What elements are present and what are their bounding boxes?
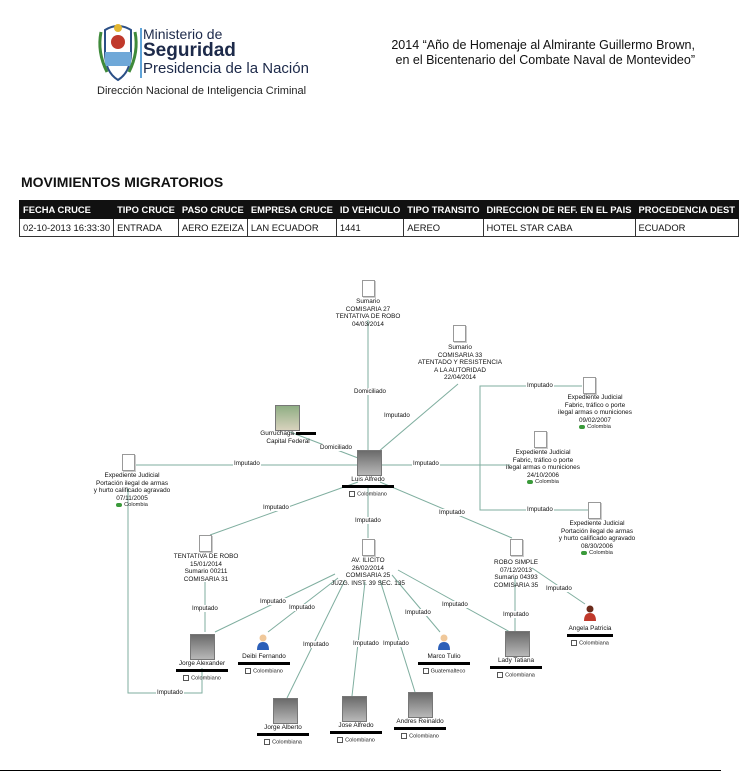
node-line: Sumario 04393: [494, 574, 538, 582]
edge-label: Imputado: [289, 604, 315, 611]
node-expediente-2005[interactable]: [76, 472, 188, 510]
node-line: COMISARIA 35: [493, 581, 539, 589]
checkbox-icon: [264, 739, 270, 745]
node-line: Sumario 00211: [184, 568, 228, 576]
edge-label: Imputado: [384, 412, 410, 419]
node-sumario-27[interactable]: [318, 298, 418, 328]
colombia-flag-icon: [527, 480, 533, 484]
motto-line-1: 2014 “Año de Homenaje al Almirante Guillermo Brown,: [391, 38, 695, 52]
document-icon[interactable]: [588, 502, 601, 519]
node-line: COMISARIA 31: [183, 575, 229, 583]
col-procedencia: PROCEDENCIA DEST: [635, 201, 739, 219]
ministry-accent-bar: [140, 28, 142, 78]
col-paso-cruce: PASO CRUCE: [178, 201, 247, 219]
table-cell: LAN ECUADOR: [247, 219, 336, 237]
node-jorge-alberto[interactable]: [245, 724, 321, 747]
node-line: 07/11/2005: [116, 494, 148, 502]
document-icon[interactable]: [122, 454, 135, 471]
checkbox-icon: [337, 737, 343, 743]
photo-icon[interactable]: [190, 634, 215, 660]
edge-label: Imputado: [263, 504, 289, 511]
table-cell: AEREO: [404, 219, 483, 237]
node-line: Jorge Alexander: [178, 660, 226, 667]
node-line: Fabric, tráfico o porte: [512, 456, 574, 464]
checkbox-icon: [349, 491, 355, 497]
node-line: 07/12/2013: [500, 566, 532, 574]
node-line: COMISARIA 33: [437, 351, 483, 359]
node-line: Capital Federal: [266, 437, 310, 445]
motto-line-2: en el Bicentenario del Combate Naval de Montevideo”: [395, 53, 695, 67]
photo-icon[interactable]: [505, 631, 530, 657]
node-marco-tulio[interactable]: [408, 653, 480, 676]
node-line: Portación ilegal de armas: [560, 527, 634, 535]
person-icon[interactable]: [583, 605, 597, 621]
graph-edges: [0, 260, 721, 760]
checkbox-icon: [401, 733, 407, 739]
ministry-line-1: Ministerio de: [143, 26, 223, 42]
node-luis-alfredo[interactable]: [330, 476, 406, 499]
edge-label: Domiciliado: [354, 388, 386, 395]
document-icon[interactable]: [534, 431, 547, 448]
node-line: COMISARIA 25: [345, 572, 391, 580]
checkbox-icon: [245, 668, 251, 674]
node-line: Luis Alfredo: [351, 476, 385, 483]
nationality-flag: Colombia: [76, 502, 188, 510]
checkbox-icon: [571, 640, 577, 646]
node-line: ilegal armas o municiones: [506, 464, 580, 472]
node-line: Angela Patricia: [568, 625, 612, 632]
node-line: AV. ILICITO: [351, 557, 385, 564]
edge: [287, 580, 345, 698]
document-icon[interactable]: [510, 539, 523, 556]
edge-label: Imputado: [303, 641, 329, 648]
photo-icon[interactable]: [275, 405, 300, 431]
photo-icon[interactable]: [342, 696, 367, 722]
node-line: COMISARIA 27: [345, 305, 391, 313]
edge-label: Imputado: [234, 460, 260, 467]
node-lady-tatiana[interactable]: [478, 657, 554, 680]
edge-label: Imputado: [192, 605, 218, 612]
node-line: y hurto calificado agravado: [558, 535, 636, 543]
col-fecha-cruce: FECHA CRUCE: [20, 201, 114, 219]
nationality-flag: Colombia: [540, 424, 650, 432]
link-analysis-graph: [0, 260, 721, 760]
table-cell: ENTRADA: [114, 219, 179, 237]
node-line: Lady Tatiana: [497, 657, 535, 664]
argentina-emblem-icon: [97, 22, 139, 84]
nationality-flag: Colombiana: [245, 739, 321, 747]
edge-label: Imputado: [442, 601, 468, 608]
node-line: 08/30/2006: [581, 542, 613, 550]
node-line: Deibi Fernando: [242, 653, 286, 660]
col-tipo-transito: TIPO TRANSITO: [404, 201, 483, 219]
nationality-flag: Colombia: [542, 550, 652, 558]
node-line: 15/01/2014: [190, 560, 222, 568]
page-bottom-rule: [0, 770, 721, 771]
node-line: Portación ilegal de armas: [95, 479, 169, 487]
table-cell: 1441: [336, 219, 403, 237]
node-line: Andres Reinaldo: [396, 718, 444, 725]
node-line: Expediente Judicial: [569, 520, 625, 527]
col-direccion: DIRECCION DE REF. EN EL PAIS: [483, 201, 635, 219]
directorate-name: Dirección Nacional de Inteligencia Criminal: [97, 85, 307, 97]
migration-table: [19, 200, 739, 237]
edge-label: Imputado: [157, 689, 183, 696]
nationality-flag: Guatemalteco: [408, 668, 480, 676]
edge-label: Imputado: [527, 506, 553, 513]
node-line: Expediente Judicial: [567, 394, 623, 401]
node-robo-simple[interactable]: [478, 559, 554, 589]
node-line: Jose Alfredo: [338, 722, 374, 729]
nationality-flag: Colombiano: [330, 491, 406, 499]
col-id-vehiculo: ID VEHICULO: [336, 201, 403, 219]
node-line: ilegal armas o municiones: [558, 409, 632, 417]
colombia-flag-icon: [579, 425, 585, 429]
node-expediente-2007[interactable]: [540, 394, 650, 432]
redaction-bar: [478, 665, 554, 673]
redaction-bar: [330, 484, 406, 492]
document-icon[interactable]: [362, 539, 375, 556]
node-line: Expediente Judicial: [104, 472, 160, 479]
document-icon[interactable]: [199, 535, 212, 552]
edge-label: Imputado: [439, 509, 465, 516]
edge-label: Imputado: [355, 517, 381, 524]
node-line: Gurruchaga: [250, 430, 326, 438]
redaction-bar: [296, 432, 316, 435]
node-line: 24/10/2006: [527, 471, 559, 479]
redaction-bar: [555, 633, 625, 641]
node-expediente-2006a[interactable]: [488, 449, 598, 487]
nationality-flag: Colombiana: [478, 672, 554, 680]
node-line: TENTATIVA DE ROBO: [335, 313, 401, 321]
nationality-flag: Colombiano: [165, 675, 239, 683]
node-deibi-fernando[interactable]: [228, 653, 300, 676]
edge-label: Domiciliado: [320, 444, 352, 451]
table-row: [20, 219, 739, 237]
checkbox-icon: [497, 672, 503, 678]
node-angela-patricia[interactable]: [555, 625, 625, 648]
node-line: TENTATIVA DE ROBO: [173, 553, 239, 560]
node-gurruchaga[interactable]: [250, 430, 326, 445]
node-line: y hurto calificado agravado: [93, 487, 171, 495]
redaction-bar: [245, 732, 321, 740]
edge: [352, 582, 365, 696]
col-tipo-cruce: TIPO CRUCE: [114, 201, 179, 219]
node-line: ATENTADO Y RESISTENCIA: [417, 359, 503, 367]
ministry-line-2: Seguridad: [143, 40, 236, 61]
edge-label: Imputado: [546, 585, 572, 592]
document-icon[interactable]: [453, 325, 466, 342]
node-line: JUZG. INST. 39 SEC. 135: [331, 579, 405, 587]
checkbox-icon: [183, 675, 189, 681]
redaction-bar: [228, 661, 300, 669]
redaction-bar: [382, 726, 458, 734]
colombia-flag-icon: [116, 503, 122, 507]
edge-label: Imputado: [405, 609, 431, 616]
nationality-flag: Colombiano: [228, 668, 300, 676]
node-line: 26/02/2014: [352, 564, 384, 572]
table-cell: AERO EZEIZA: [178, 219, 247, 237]
nationality-flag: Colombia: [488, 479, 598, 487]
table-cell: 02-10-2013 16:33:30: [20, 219, 114, 237]
node-andres-reinaldo[interactable]: [382, 718, 458, 741]
edge-label: Imputado: [413, 460, 439, 467]
node-line: Expediente Judicial: [515, 449, 571, 456]
node-tentativa-robo[interactable]: [160, 553, 252, 583]
edge-label: Imputado: [353, 640, 379, 647]
photo-icon[interactable]: [408, 692, 433, 718]
node-line: Jorge Alberto: [264, 724, 302, 731]
nationality-flag: Colombiano: [382, 733, 458, 741]
col-empresa-cruce: EMPRESA CRUCE: [247, 201, 336, 219]
nationality-flag: Colombiana: [555, 640, 625, 648]
colombia-flag-icon: [581, 551, 587, 555]
document-icon[interactable]: [362, 280, 375, 297]
node-line: 09/02/2007: [579, 416, 611, 424]
edge-label: Imputado: [503, 611, 529, 618]
table-cell: ECUADOR: [635, 219, 739, 237]
checkbox-icon: [423, 668, 429, 674]
motto: [391, 38, 695, 68]
person-icon[interactable]: [437, 634, 451, 650]
section-title: MOVIMIENTOS MIGRATORIOS: [21, 174, 224, 190]
person-icon[interactable]: [256, 634, 270, 650]
redaction-bar: [408, 661, 480, 669]
node-line: Marco Tulio: [427, 653, 461, 660]
photo-icon[interactable]: [357, 450, 382, 476]
table-cell: HOTEL STAR CABA: [483, 219, 635, 237]
node-line: Fabric, tráfico o porte: [564, 401, 626, 409]
edge-label: Imputado: [260, 598, 286, 605]
edge-label: Imputado: [527, 382, 553, 389]
node-av-ilicito[interactable]: [320, 557, 416, 587]
node-sumario-33[interactable]: [405, 344, 515, 382]
node-line: Sumario: [356, 298, 380, 305]
node-expediente-2006b[interactable]: [542, 520, 652, 558]
node-line: 22/04/2014: [444, 374, 476, 382]
nationality-flag: Colombiano: [318, 737, 394, 745]
edge-label: Imputado: [383, 640, 409, 647]
node-line: 04/03/2014: [352, 320, 384, 328]
table-header-row: [20, 201, 739, 219]
ministry-line-3: Presidencia de la Nación: [143, 60, 309, 77]
document-icon[interactable]: [583, 377, 596, 394]
node-line: Sumario: [448, 344, 472, 351]
node-line: ROBO SIMPLE: [493, 559, 539, 566]
node-line: A LA AUTORIDAD: [433, 366, 487, 374]
photo-icon[interactable]: [273, 698, 298, 724]
